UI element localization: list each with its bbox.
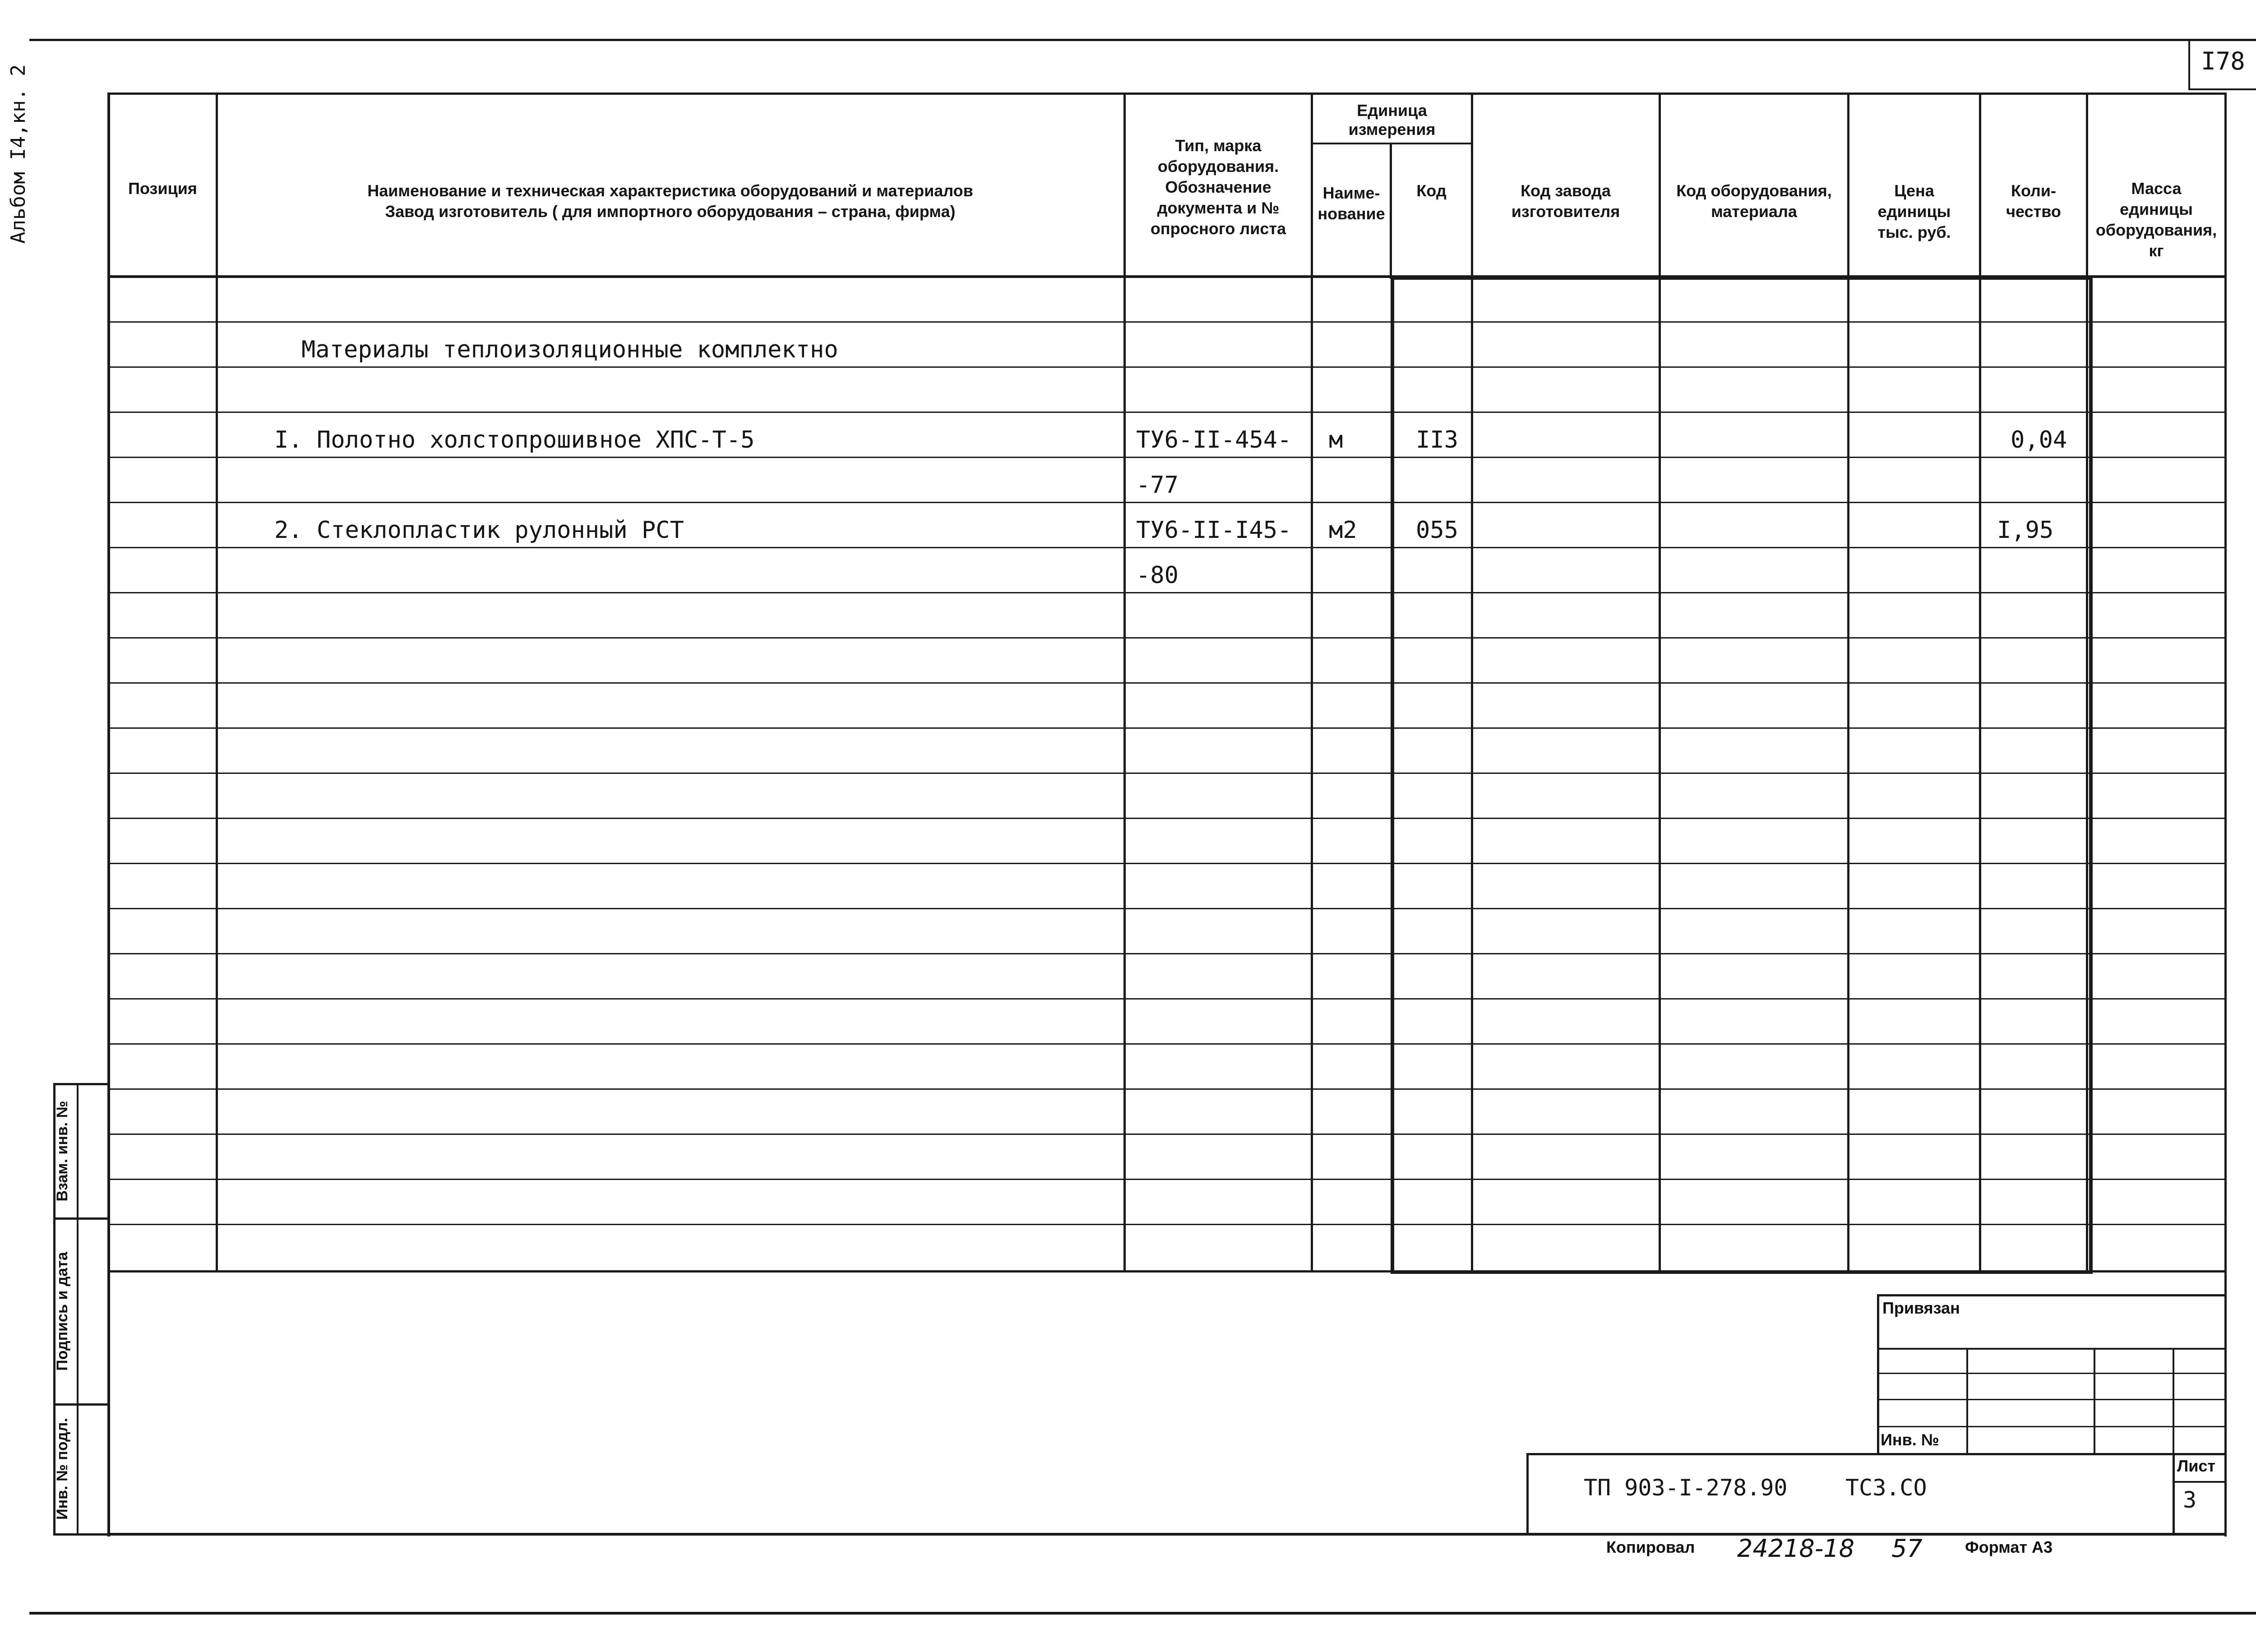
row-1-code: II3	[1416, 426, 1458, 453]
table-row-line	[110, 1224, 2224, 1225]
table-row-line	[110, 547, 2224, 548]
copy-suffix: 57	[1891, 1534, 1923, 1563]
table-row-line	[110, 1088, 2224, 1090]
header-equipment-code: Код оборудования, материала	[1676, 181, 1832, 221]
bottom-border	[29, 1612, 2256, 1615]
stamp-signature-date: Подпись и дата	[54, 1252, 71, 1371]
row-3-unit: м2	[1329, 517, 1357, 544]
table-row-line	[110, 998, 2224, 1000]
table-row-line	[110, 1179, 2224, 1180]
table-row-line	[110, 863, 2224, 864]
table-row-line	[110, 412, 2224, 413]
header-factory-code: Код завода изготовителя	[1511, 181, 1620, 221]
copy-number: 24218-18	[1737, 1534, 1854, 1563]
table-row-line	[110, 682, 2224, 684]
table-row-line	[110, 953, 2224, 954]
table-row-line	[110, 321, 2224, 323]
row-section-title: Материалы теплоизоляционные комплектно	[301, 336, 838, 363]
table-row-line	[110, 908, 2224, 909]
header-type: Тип, марка оборудования. Обозначение документа и № опросного листа	[1150, 136, 1286, 238]
table-row-line	[110, 637, 2224, 639]
inv-label: Инв. №	[1881, 1430, 1939, 1449]
header-unit-code: Код	[1416, 181, 1447, 200]
header-name-line2: Завод изготовитель ( для импортного оборудования – страна, фирма)	[385, 202, 956, 221]
page-number: I78	[2201, 47, 2245, 75]
format-label: Формат А3	[1965, 1538, 2053, 1556]
row-3-code: 055	[1416, 517, 1458, 544]
table-row-line	[110, 592, 2224, 593]
header-quantity: Коли- чество	[2006, 181, 2061, 221]
header-unit-name: Наиме- нование	[1318, 184, 1385, 223]
row-3-name: 2. Стеклопластик рулонный РСТ	[274, 517, 684, 544]
bound-label: Привязан	[1882, 1299, 1960, 1317]
header-position: Позиция	[128, 179, 197, 198]
header-mass: Масса единицы оборудования, кг	[2095, 179, 2217, 260]
table-row-line	[110, 1043, 2224, 1045]
table-row-line	[110, 727, 2224, 729]
table-row-line	[110, 773, 2224, 774]
top-border	[29, 39, 2256, 41]
table-row-line	[110, 818, 2224, 819]
header-name-line1: Наименование и техническая характеристика оборудований и материалов	[367, 181, 973, 200]
row-3-doc: ТУ6-II-I45-	[1136, 517, 1292, 544]
row-1-quantity: 0,04	[2011, 426, 2067, 453]
row-3-quantity: I,95	[1997, 517, 2054, 544]
row-1-unit: м	[1329, 426, 1343, 453]
row-2-doc: -77	[1136, 472, 1179, 499]
copied-label: Копировал	[1606, 1538, 1695, 1556]
row-1-doc: ТУ6-II-454-	[1136, 426, 1292, 453]
sheet-number: 3	[2183, 1487, 2197, 1513]
stamp-replacement-inv: Взам. инв. №	[54, 1101, 71, 1202]
stamp-original-inv: Инв. № подл.	[54, 1418, 71, 1520]
table-row-line	[110, 1134, 2224, 1135]
header-unit-group: Единица измерения	[1348, 101, 1436, 139]
header-price: Цена единицы тыс. руб.	[1877, 181, 1951, 241]
table-row-line	[110, 502, 2224, 503]
sheet-label: Лист	[2177, 1457, 2216, 1475]
designation: ТП 903-I-278.90	[1584, 1475, 1788, 1501]
row-1-name: I. Полотно холстопрошивное ХПС-Т-5	[274, 426, 755, 453]
album-label: Альбом I4,кн. 2	[7, 64, 30, 244]
row-4-doc: -80	[1136, 562, 1179, 589]
table-row-line	[110, 366, 2224, 368]
table-row-line	[110, 457, 2224, 458]
doc-code: ТСЗ.СО	[1845, 1475, 1927, 1501]
